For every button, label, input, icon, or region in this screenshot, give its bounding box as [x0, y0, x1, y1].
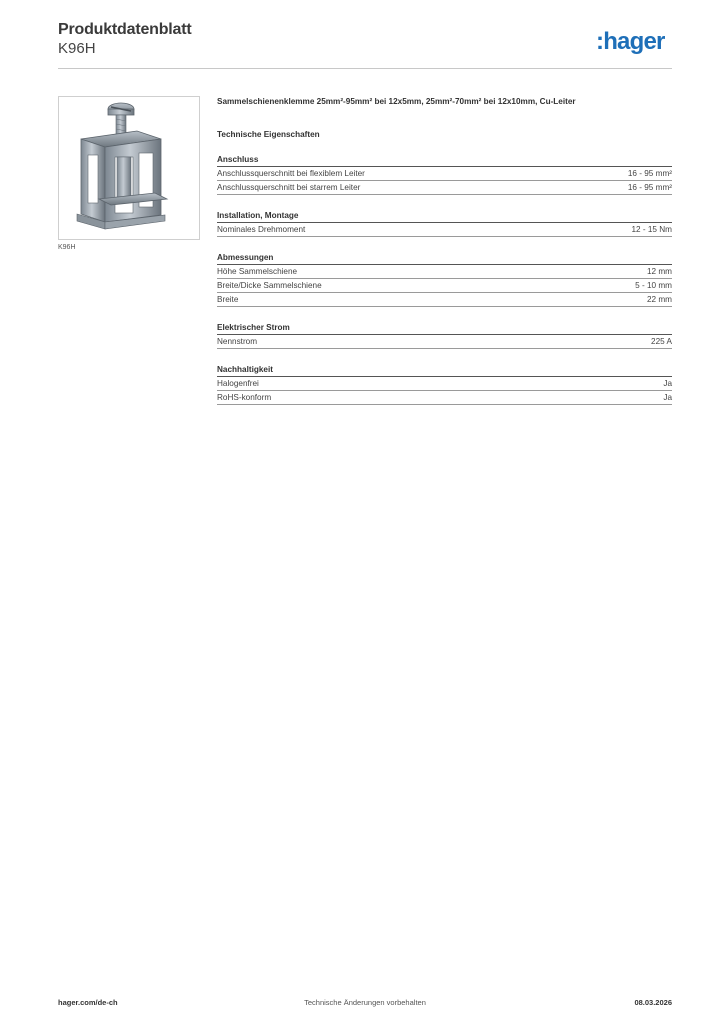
spec-value: 16 - 95 mm² — [627, 183, 672, 192]
spec-label: Nennstrom — [217, 337, 258, 346]
spec-group-anschluss — [217, 154, 672, 195]
document-title: Produktdatenblatt — [58, 21, 192, 38]
spec-row — [217, 335, 672, 349]
spec-value: 12 mm — [646, 267, 672, 276]
hager-logo: :hager — [596, 28, 665, 55]
spec-row — [217, 391, 672, 405]
spec-row — [217, 167, 672, 181]
product-code: K96H — [58, 40, 96, 57]
spec-label: Anschlussquerschnitt bei starrem Leiter — [217, 183, 361, 192]
spec-value: Ja — [663, 393, 672, 402]
spec-value: 5 - 10 mm — [635, 281, 672, 290]
spec-group-abmessungen — [217, 252, 672, 307]
spec-group-installation — [217, 210, 672, 237]
busbar-clamp-illustration — [59, 97, 199, 239]
image-caption: K96H — [58, 244, 76, 251]
footer-notice: Technische Änderungen vorbehalten — [304, 998, 426, 1007]
spec-value: Ja — [663, 379, 672, 388]
spec-label: Höhe Sammelschiene — [217, 267, 298, 276]
spec-row — [217, 223, 672, 237]
header-divider — [58, 68, 672, 69]
spec-label: Halogenfrei — [217, 379, 259, 388]
group-title: Installation, Montage — [217, 210, 672, 223]
spec-group-nachhaltigkeit — [217, 364, 672, 405]
spec-label: RoHS-konform — [217, 393, 272, 402]
spec-label: Breite — [217, 295, 239, 304]
footer-website-link[interactable]: hager.com/de-ch — [58, 998, 118, 1007]
spec-label: Nominales Drehmoment — [217, 225, 306, 234]
spec-row — [217, 279, 672, 293]
spec-value: 22 mm — [646, 295, 672, 304]
spec-value: 225 A — [651, 337, 672, 346]
group-title: Abmessungen — [217, 252, 672, 265]
spec-row — [217, 265, 672, 279]
product-image — [58, 96, 200, 240]
spec-label: Anschlussquerschnitt bei flexiblem Leiter — [217, 169, 365, 178]
spec-label: Breite/Dicke Sammelschiene — [217, 281, 322, 290]
group-title: Nachhaltigkeit — [217, 364, 672, 377]
product-description: Sammelschienenklemme 25mm²-95mm² bei 12x5mm, 25mm²-70mm² bei 12x10mm, Cu-Leiter — [217, 97, 576, 106]
spec-row — [217, 293, 672, 307]
spec-group-elektrischer-strom — [217, 322, 672, 349]
group-title: Anschluss — [217, 154, 672, 167]
section-heading: Technische Eigenschaften — [217, 130, 320, 139]
spec-row — [217, 181, 672, 195]
footer-date: 08.03.2026 — [634, 998, 672, 1007]
spec-value: 12 - 15 Nm — [631, 225, 672, 234]
group-title: Elektrischer Strom — [217, 322, 672, 335]
spec-value: 16 - 95 mm² — [627, 169, 672, 178]
spec-row — [217, 377, 672, 391]
specification-content — [217, 96, 672, 405]
